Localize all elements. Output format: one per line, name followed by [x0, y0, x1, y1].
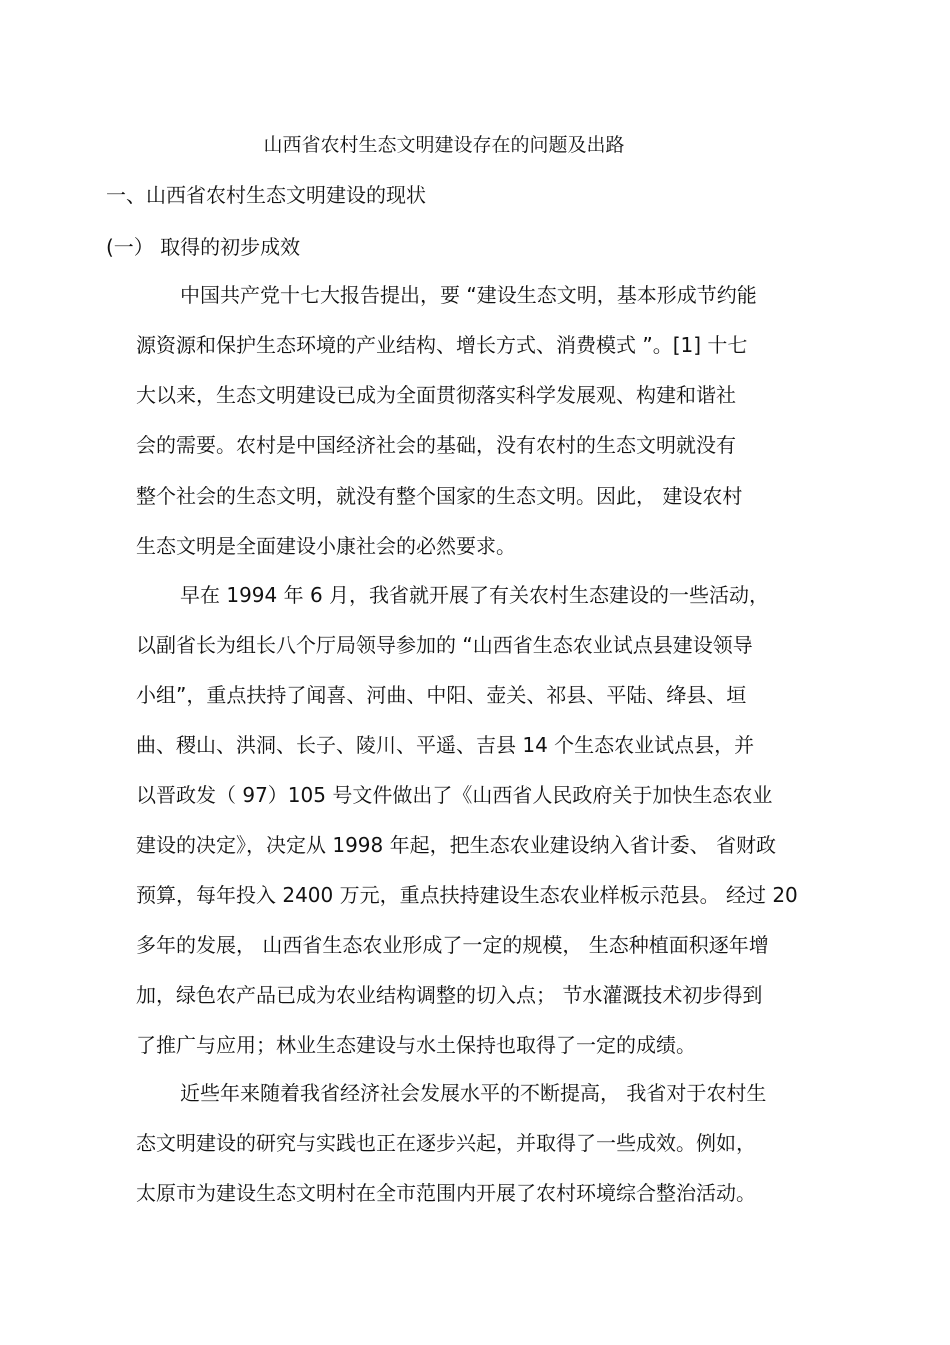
- paragraph-2-line-6: 建设的决定》，决定从 1998 年起，把生态农业建设纳入省计委、 省财政: [136, 833, 776, 857]
- paragraph-2-line-5: 以晋政发（ 97）105 号文件做出了《山西省人民政府关于加快生态农业: [136, 783, 773, 807]
- paragraph-1-line-4: 会的需要。农村是中国经济社会的基础，没有农村的生态文明就没有: [136, 433, 736, 457]
- paragraph-3-line-1: 近些年来随着我省经济社会发展水平的不断提高， 我省对于农村生: [180, 1081, 767, 1105]
- paragraph-2-line-2: 以副省长为组长八个厅局领导参加的 “山西省生态农业试点县建设领导: [136, 633, 753, 657]
- section-heading: 一、山西省农村生态文明建设的现状: [106, 183, 426, 207]
- document-title: 山西省农村生态文明建设存在的问题及出路: [263, 134, 625, 156]
- paragraph-2-line-7: 预算，每年投入 2400 万元，重点扶持建设生态农业样板示范县。 经过 20: [136, 883, 798, 907]
- paragraph-2-line-8: 多年的发展， 山西省生态农业形成了一定的规模， 生态种植面积逐年增: [136, 933, 769, 957]
- paragraph-2-line-10: 了推广与应用；林业生态建设与水土保持也取得了一定的成绩。: [136, 1033, 696, 1057]
- paragraph-3-line-3: 太原市为建设生态文明村在全市范围内开展了农村环境综合整治活动。: [136, 1181, 756, 1205]
- paragraph-2-line-3: 小组”，重点扶持了闻喜、河曲、中阳、壶关、祁县、平陆、绛县、垣: [136, 683, 747, 707]
- paragraph-2-line-1: 早在 1994 年 6 月，我省就开展了有关农村生态建设的一些活动，: [180, 583, 770, 607]
- paragraph-1-line-3: 大以来，生态文明建设已成为全面贯彻落实科学发展观、构建和谐社: [136, 383, 736, 407]
- paragraph-1-line-5: 整个社会的生态文明，就没有整个国家的生态文明。因此， 建设农村: [136, 484, 743, 508]
- paragraph-2-line-9: 加，绿色农产品已成为农业结构调整的切入点； 节水灌溉技术初步得到: [136, 983, 763, 1007]
- paragraph-2-line-4: 曲、稷山、洪洞、长子、陵川、平遥、吉县 14 个生态农业试点县，并: [136, 733, 755, 757]
- subsection-heading: (一） 取得的初步成效: [106, 235, 301, 259]
- paragraph-1-line-6: 生态文明是全面建设小康社会的必然要求。: [136, 534, 516, 558]
- paragraph-1-line-1: 中国共产党十七大报告提出，要 “建设生态文明，基本形成节约能: [180, 283, 757, 307]
- paragraph-3-line-2: 态文明建设的研究与实践也正在逐步兴起，并取得了一些成效。例如，: [136, 1131, 756, 1155]
- paragraph-1-line-2: 源资源和保护生态环境的产业结构、增长方式、消费模式 ”。[1] 十七: [136, 333, 748, 357]
